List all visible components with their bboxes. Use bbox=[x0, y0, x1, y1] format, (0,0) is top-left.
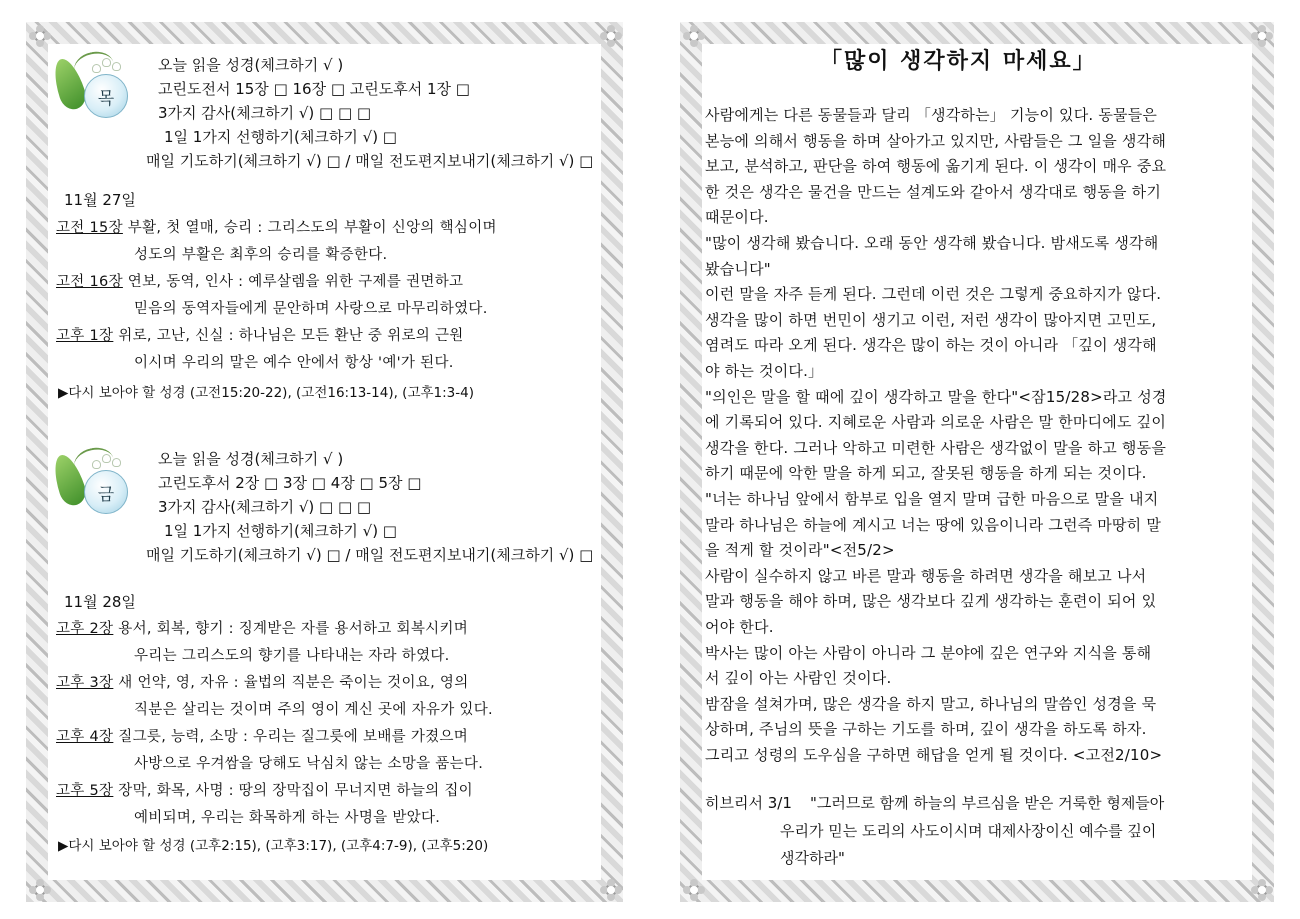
entry-text: 부활, 첫 열매, 승리 : 그리스도의 부활이 신앙의 핵심이며 bbox=[122, 220, 497, 236]
essay-line: 염려도 따라 오게 된다. 생각은 많이 하는 것이 아니라 「깊이 생각해 bbox=[705, 336, 1157, 355]
friday-day-badge bbox=[54, 446, 132, 524]
closing-verse-line: 우리가 믿는 도리의 사도이시며 대제사장이신 예수를 깊이 bbox=[780, 822, 1157, 840]
entry-text-continued: 우리는 그리스도의 향기를 나타내는 자라 하였다. bbox=[134, 648, 450, 664]
thursday-day-badge bbox=[54, 50, 132, 128]
essay-line: 하기 때문에 악한 말을 하게 되고, 잘못된 행동을 하게 되는 것이다. bbox=[705, 464, 1147, 483]
day-label: 금 bbox=[84, 470, 128, 514]
essay-line: 에 기록되어 있다. 지혜로운 사람과 의로운 사람은 말 한마디에도 깊이 bbox=[705, 413, 1167, 432]
entry-text: 질그릇, 능력, 소망 : 우리는 질그릇에 보배를 가졌으며 bbox=[113, 729, 469, 745]
corner-flower-icon bbox=[690, 886, 698, 894]
chapter-ref: 고전 16장 bbox=[56, 274, 123, 290]
prayer-checklist: 매일 기도하기(체크하기 √) □ / 매일 전도편지보내기(체크하기 √) □ bbox=[146, 152, 594, 170]
entry-text-continued: 직분은 살리는 것이며 주의 영이 계신 곳에 자유가 있다. bbox=[134, 702, 493, 718]
closing-verse-ref: 히브리서 3/1 bbox=[705, 794, 792, 812]
essay-line: 사람이 실수하지 않고 바른 말과 행동을 하려면 생각을 해보고 나서 bbox=[705, 566, 1147, 585]
essay-line: 그리고 성령의 도우심을 구하면 해답을 얻게 될 것이다. <고전2/10> bbox=[705, 746, 1163, 764]
good-deed-checklist: 1일 1가지 선행하기(체크하기 √) □ bbox=[164, 522, 397, 540]
essay-line: 야 하는 것이다.」 bbox=[705, 362, 824, 380]
essay-line: 말라 하나님은 하늘에 계시고 너는 땅에 있음이니라 그런즉 마땅히 말 bbox=[705, 515, 1162, 534]
bible-entry bbox=[56, 725, 468, 746]
entry-text: 위로, 고난, 신실 : 하나님은 모든 환난 중 위로의 근원 bbox=[113, 328, 464, 344]
chapter-ref: 고후 1장 bbox=[56, 328, 114, 344]
reading-checklist-title: 오늘 읽을 성경(체크하기 √ ) bbox=[158, 56, 344, 74]
corner-flower-icon bbox=[607, 32, 615, 40]
essay-line: 박사는 많이 아는 사람이 아니라 그 분야에 깊은 연구와 지식을 통해 bbox=[705, 643, 1152, 662]
review-verses: ▶다시 보아야 할 성경 (고전15:20-22), (고전16:13-14), (고후1:3-4) bbox=[58, 385, 474, 401]
essay-line: 이런 말을 자주 듣게 된다. 그런데 이런 것은 그렇게 중요하지가 않다. bbox=[705, 285, 1162, 304]
gratitude-checklist: 3가지 감사(체크하기 √) □ □ □ bbox=[158, 104, 372, 122]
essay-line: 때문이다. bbox=[705, 208, 769, 227]
reading-checklist-chapters: 고린도후서 2장 □ 3장 □ 4장 □ 5장 □ bbox=[158, 474, 422, 492]
reading-checklist-chapters: 고린도전서 15장 □ 16장 □ 고린도후서 1장 □ bbox=[158, 80, 470, 98]
corner-flower-icon bbox=[1258, 32, 1266, 40]
bible-entry bbox=[56, 617, 468, 638]
corner-flower-icon bbox=[607, 886, 615, 894]
entry-text-continued: 이시며 우리의 말은 예수 안에서 항상 '예'가 된다. bbox=[134, 355, 454, 371]
entry-text-continued: 예비되며, 우리는 화목하게 하는 사명을 받았다. bbox=[134, 810, 441, 826]
day-label: 목 bbox=[84, 74, 128, 118]
bible-entry bbox=[56, 671, 469, 692]
chapter-ref: 고전 15장 bbox=[56, 220, 123, 236]
essay-line: 본능에 의해서 행동을 하며 살아가고 있지만, 사람들은 그 일을 생각해 bbox=[705, 131, 1167, 150]
corner-flower-icon bbox=[690, 32, 698, 40]
essay-line: 어야 한다. bbox=[705, 618, 774, 636]
bible-entry bbox=[56, 324, 464, 345]
chapter-ref: 고후 5장 bbox=[56, 783, 114, 799]
bible-entry bbox=[56, 270, 463, 291]
review-verses: ▶다시 보아야 할 성경 (고후2:15), (고후3:17), (고후4:7-9), (고후5:20) bbox=[58, 838, 489, 854]
closing-verse-line: 생각하라" bbox=[780, 849, 845, 867]
essay-line: 한 것은 생각은 물건을 만드는 설계도와 같아서 생각대로 행동을 하기 bbox=[705, 182, 1162, 201]
essay-line: 보고, 분석하고, 판단을 하여 행동에 옮기게 된다. 이 생각이 매우 중요 bbox=[705, 157, 1167, 176]
essay-title: 「많이 생각하지 마세요」 bbox=[820, 49, 1097, 74]
essay-line: "의인은 말을 할 때에 깊이 생각하고 말을 한다"<잠15/28>라고 성경 bbox=[705, 387, 1167, 406]
entry-text: 연보, 동역, 인사 : 예루살렘을 위한 구제를 권면하고 bbox=[122, 274, 464, 290]
essay-line: 생각을 한다. 그러나 악하고 미련한 사람은 생각없이 말을 하고 행동을 bbox=[705, 438, 1167, 457]
essay-line: 을 적게 할 것이라"<전5/2> bbox=[705, 541, 895, 560]
chapter-ref: 고후 4장 bbox=[56, 729, 114, 745]
essay-line: 봤습니다" bbox=[705, 259, 771, 278]
corner-flower-icon bbox=[36, 886, 44, 894]
entry-text: 용서, 회복, 향기 : 징계받은 자를 용서하고 회복시키며 bbox=[113, 621, 469, 637]
closing-verse-line: "그러므로 함께 하늘의 부르심을 받은 거룩한 형제들아 bbox=[810, 794, 1165, 812]
bible-entry bbox=[56, 216, 497, 237]
essay-line: 서 깊이 아는 사람인 것이다. bbox=[705, 669, 892, 688]
prayer-checklist: 매일 기도하기(체크하기 √) □ / 매일 전도편지보내기(체크하기 √) □ bbox=[146, 546, 594, 564]
essay-line: 사람에게는 다른 동물들과 달리 「생각하는」 기능이 있다. 동물들은 bbox=[705, 106, 1158, 124]
gratitude-checklist: 3가지 감사(체크하기 √) □ □ □ bbox=[158, 498, 372, 516]
reading-date: 11월 27일 bbox=[64, 191, 136, 209]
reading-checklist-title: 오늘 읽을 성경(체크하기 √ ) bbox=[158, 450, 344, 468]
entry-text-continued: 성도의 부활은 최후의 승리를 확증한다. bbox=[134, 247, 388, 263]
essay-line: "많이 생각해 봤습니다. 오래 동안 생각해 봤습니다. 밤새도록 생각해 bbox=[705, 234, 1159, 252]
entry-text: 장막, 화목, 사명 : 땅의 장막집이 무너지면 하늘의 집이 bbox=[113, 783, 473, 799]
corner-flower-icon bbox=[36, 32, 44, 40]
essay-line: 말과 행동을 해야 하며, 많은 생각보다 깊게 생각하는 훈련이 되어 있 bbox=[705, 592, 1157, 611]
corner-flower-icon bbox=[1258, 886, 1266, 894]
entry-text: 새 언약, 영, 자유 : 율법의 직분은 죽이는 것이요, 영의 bbox=[113, 675, 469, 691]
entry-text-continued: 믿음의 동역자들에게 문안하며 사랑으로 마무리하였다. bbox=[134, 301, 488, 317]
essay-line: "너는 하나님 앞에서 함부로 입을 열지 말며 급한 마음으로 말을 내지 bbox=[705, 490, 1159, 508]
entry-text-continued: 사방으로 우겨쌈을 당해도 낙심치 않는 소망을 품는다. bbox=[134, 756, 484, 772]
essay-line: 생각을 많이 하면 번민이 생기고 이런, 저런 생각이 많아지면 고민도, bbox=[705, 310, 1157, 329]
bible-entry bbox=[56, 779, 473, 800]
essay-line: 밤잠을 설쳐가며, 많은 생각을 하지 말고, 하나님의 말씀인 성경을 묵 bbox=[705, 694, 1157, 713]
chapter-ref: 고후 3장 bbox=[56, 675, 114, 691]
good-deed-checklist: 1일 1가지 선행하기(체크하기 √) □ bbox=[164, 128, 397, 146]
chapter-ref: 고후 2장 bbox=[56, 621, 114, 637]
reading-date: 11월 28일 bbox=[64, 593, 136, 611]
essay-line: 상하며, 주님의 뜻을 구하는 기도를 하며, 깊이 생각을 하도록 하자. bbox=[705, 720, 1147, 739]
